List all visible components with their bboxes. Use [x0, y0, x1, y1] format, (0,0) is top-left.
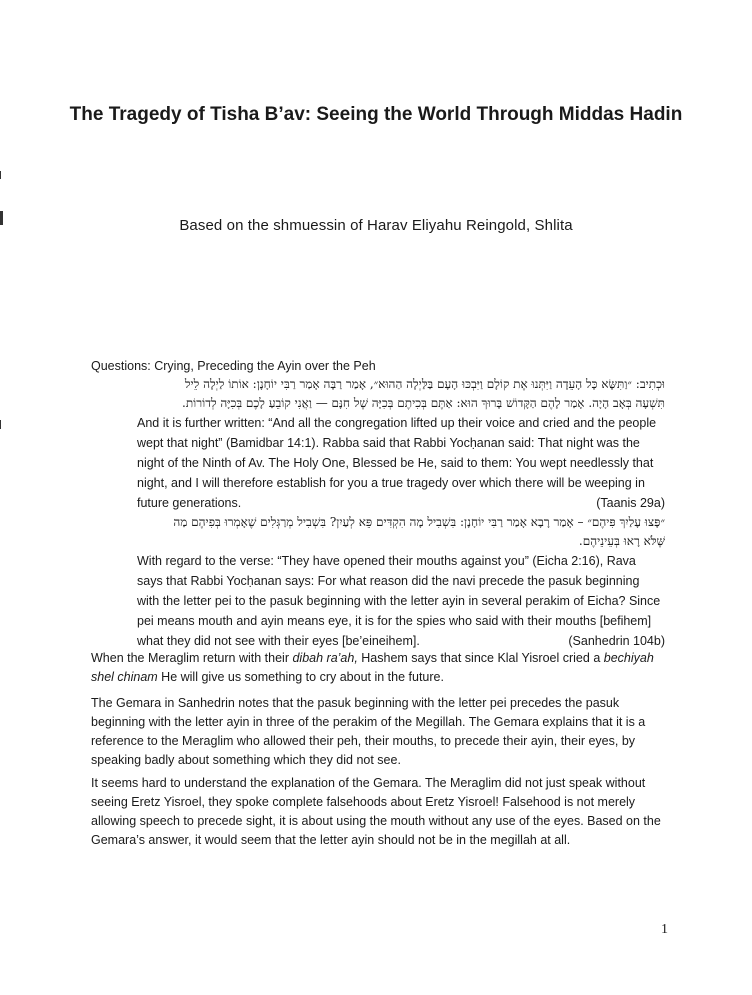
english-translation	[137, 551, 665, 651]
scan-margin-mark	[0, 171, 1, 179]
source-citation: (Sanhedrin 104b)	[568, 634, 665, 648]
hebrew-quote-line: תִּשְׁעָה בְּאָב הָיָה. אָמַר לָהֶם הַקָּדוֹשׁ בָּרוּךְ הוּא: אַתֶּם בְּכִיתֶם בְּכִיָּה שֶׁל חִנָּם — וַאֲנִי קוֹבֵעַ לָכֶם בְּכִיָּה לְדוֹרוֹת.	[182, 396, 665, 410]
scan-margin-mark	[0, 420, 1, 429]
questions-heading: Questions: Crying, Preceding the Ayin over the Peh	[91, 359, 376, 373]
hebrew-quote-line: ״פָּצוּ עָלַיִךְ פִּיהֶם״ – אָמַר רָבָא אָמַר רַבִּי יוֹחָנָן: בִּשְׁבִיל מָה הִקְדִּים פֵּא לְעַיִן? בִּשְׁבִיל מְרַגְּלִים שֶׁאָמְרוּ בְּפִיהֶם מַה	[173, 515, 665, 529]
page-title: The Tragedy of Tisha B’av: Seeing the World Through Middas Hadin	[69, 104, 683, 125]
hebrew-quote-line: וּכְתִיב: ״וַתִּשָּׂא כָּל הָעֵדָה וַיִּתְּנוּ אֶת קוֹלָם וַיִּבְכּוּ הָעָם בַּלַּיְלָה הַהוּא״, אָמַר רַבָּה אָמַר רַבִּי יוֹחָנָן: אוֹתוֹ לַיְלָה לֵיל	[184, 377, 665, 391]
body-paragraph: It seems hard to understand the explanation of the Gemara. The Meraglim did not just speak without seeing Eretz Yisroel, they spoke complete falsehoods about Eretz Yisroel! Falsehood is not merely allowing speech to precede sight, it is about using the mouth without any use of the eyes. Based on the Gemara’s answer, it would seem that the letter ayin should not be in the megillah at all.	[91, 776, 661, 847]
paragraph-italic-term: dibah ra’ah,	[292, 651, 358, 665]
paragraph-text: When the Meraglim return with their	[91, 651, 293, 665]
translation-text: With regard to the verse: “They have opened their mouths against you” (Eicha 2:16), Rava says that Rabbi Yocḥanan says: For what reason did the navi precede the pasuk beginning with the letter pei to the pasuk beginning with the letter ayin in several perakim of Eicha? Since pei means mouth and ayin means eye, it is for the spies who said with their mouths [befihem] what they did not see with their eyes [be’eineihem].	[137, 554, 661, 648]
english-translation	[137, 413, 665, 513]
body-paragraph: The Gemara in Sanhedrin notes that the pasuk beginning with the letter pei precedes the pasuk beginning with the letter ayin in three of the perakim of the Megillah. The Gemara explains that it is a reference to the Meraglim who allowed their peh, their mouths, to precede their ayin, their eyes, by speaking badly about something which they did not see.	[91, 696, 646, 767]
quote-sanhedrin	[137, 513, 665, 651]
page-subtitle: Based on the shmuessin of Harav Eliyahu Reingold, Shlita	[179, 217, 573, 234]
translation-text: And it is further written: “And all the congregation lifted up their voice and cried and the people wept that night” (Bamidbar 14:1). Rabba said that Rabbi Yocḥanan said: That night was the night of the Ninth of Av. The Holy One, Blessed be He, said to them: You wept needlessly that night, and I will therefore establish for you a true tragedy over which there will be weeping in future generations.	[137, 416, 657, 510]
paragraph-italic-term: bechiyah shel chinam	[91, 651, 654, 684]
source-citation: (Taanis 29a)	[596, 496, 665, 510]
hebrew-quote-line: שֶּׁלֹּא רָאוּ בְּעֵינֵיהֶם.	[578, 534, 665, 548]
paragraph-text: He will give us something to cry about in the future.	[157, 670, 444, 684]
body-paragraph	[91, 649, 663, 687]
paragraph-text: Hashem says that since Klal Yisroel cried a	[357, 651, 604, 665]
quote-taanis	[137, 375, 665, 513]
page-number: 1	[661, 922, 668, 937]
